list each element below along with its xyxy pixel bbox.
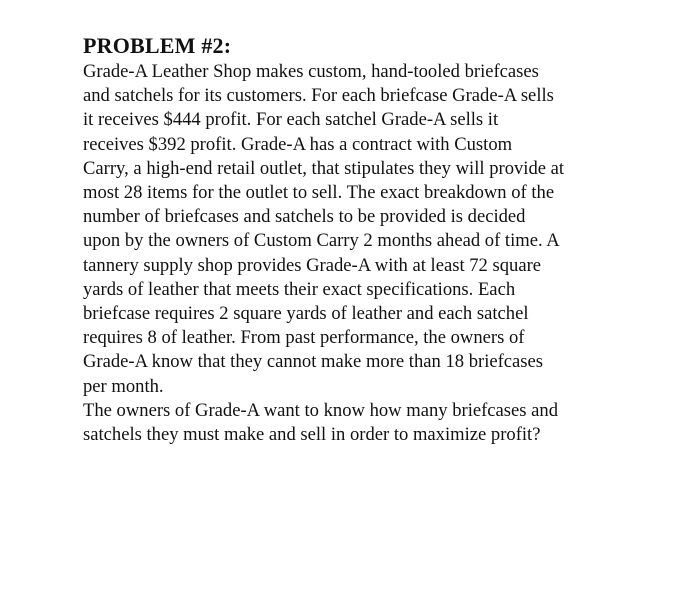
- problem-block: [83, 32, 658, 447]
- text-line: upon by the owners of Custom Carry 2 months ahead of time. A: [83, 230, 560, 252]
- text-line: requires 8 of leather. From past performance, the owners of: [83, 327, 525, 349]
- problem-title: PROBLEM #2:: [83, 33, 232, 58]
- text-line: it receives $444 profit. For each satchel Grade-A sells it: [83, 109, 499, 131]
- text-line: tannery supply shop provides Grade-A with at least 72 square: [83, 254, 542, 276]
- text-line: and satchels for its customers. For each briefcase Grade-A sells: [83, 85, 554, 107]
- text-line: number of briefcases and satchels to be provided is decided: [83, 206, 526, 228]
- text-line: Carry, a high-end retail outlet, that stipulates they will provide at: [83, 157, 565, 179]
- text-line: briefcase requires 2 square yards of leather and each satchel: [83, 303, 529, 325]
- text-line: Grade-A Leather Shop makes custom, hand-tooled briefcases: [83, 61, 539, 82]
- text-line: yards of leather that meets their exact specifications. Each: [83, 278, 516, 300]
- text-line: receives $392 profit. Grade-A has a contract with Custom: [83, 133, 513, 155]
- problem-paragraph-1: [83, 60, 658, 399]
- text-line: The owners of Grade-A want to know how many briefcases and: [83, 399, 559, 421]
- text-line: most 28 items for the outlet to sell. The exact breakdown of the: [83, 182, 555, 204]
- problem-paragraph-2: [83, 399, 658, 447]
- text-line: Grade-A know that they cannot make more than 18 briefcases: [83, 351, 544, 373]
- text-line: per month.: [83, 375, 164, 397]
- text-line: satchels they must make and sell in order to maximize profit?: [83, 424, 541, 446]
